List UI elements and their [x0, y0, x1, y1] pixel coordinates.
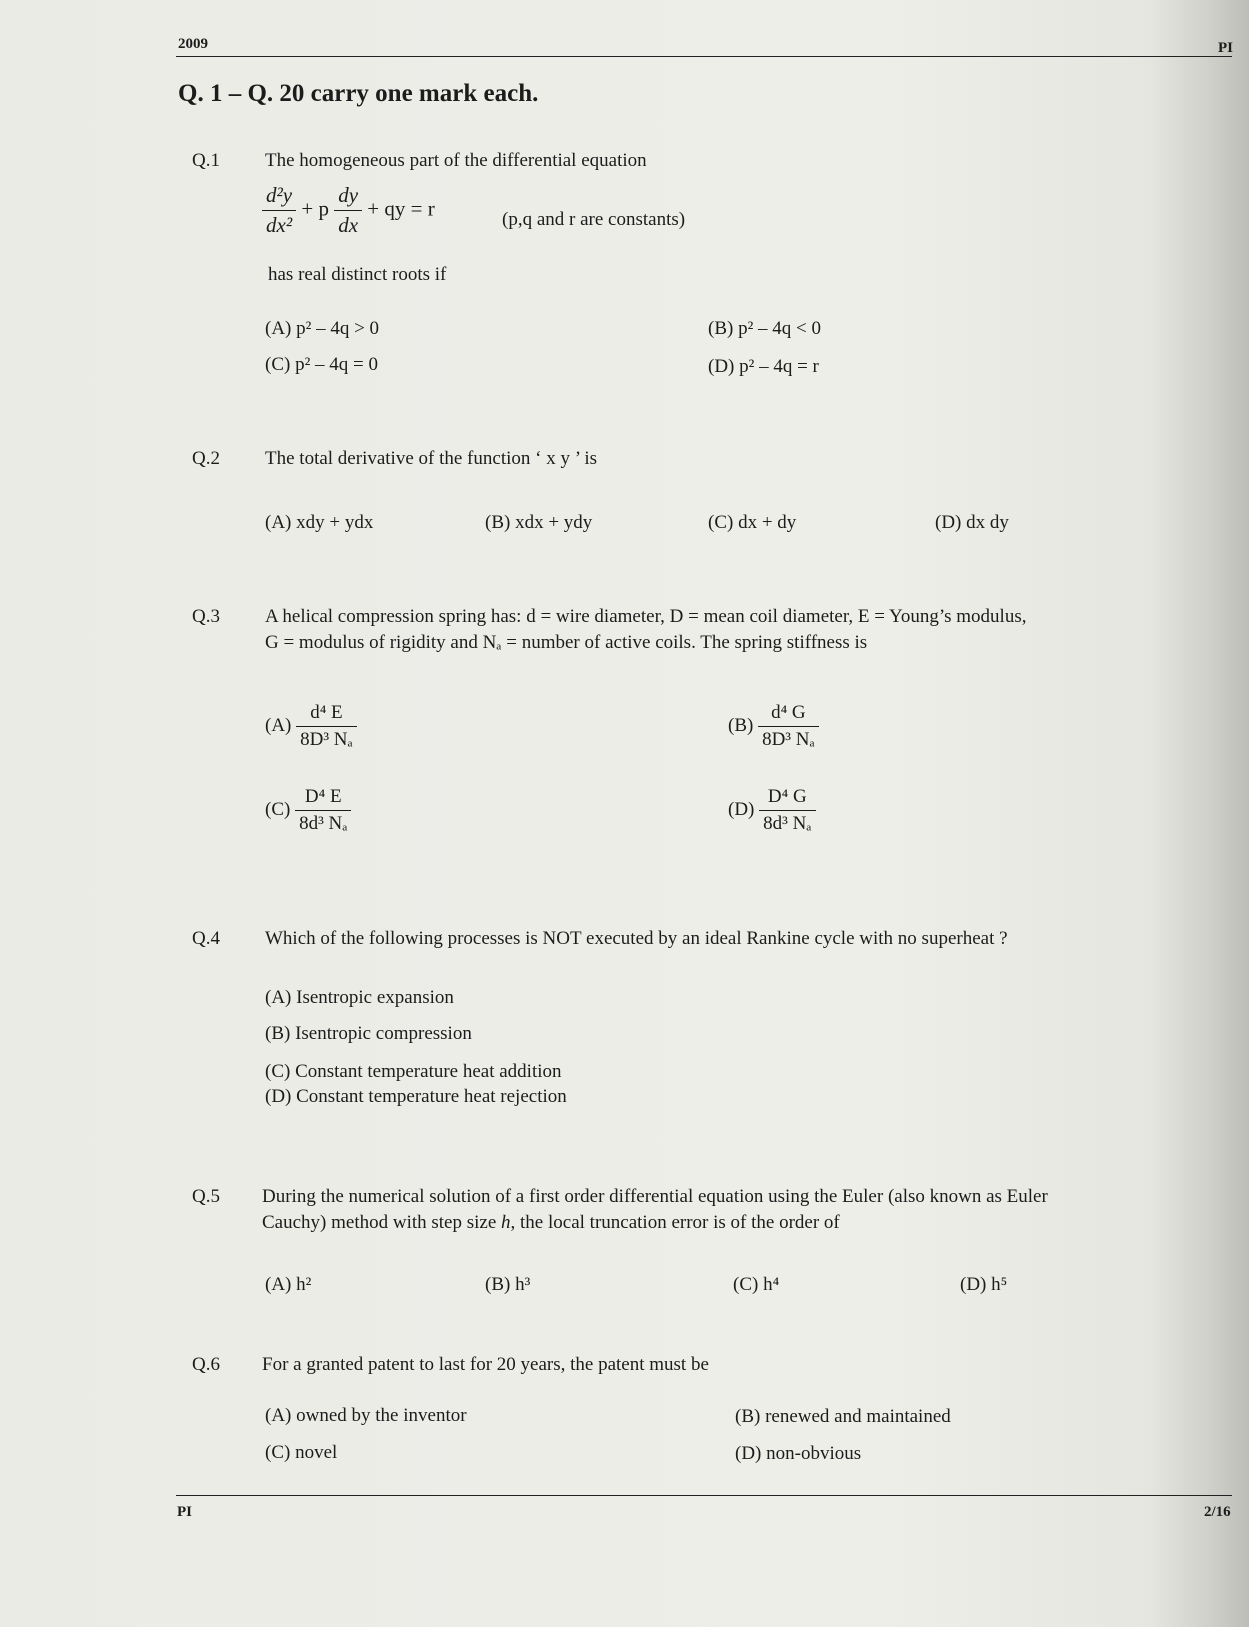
q4-option-b[interactable]: (B) Isentropic compression — [265, 1023, 472, 1044]
q1-text: The homogeneous part of the differential equation — [265, 150, 647, 171]
q4-option-a[interactable]: (A) Isentropic expansion — [265, 987, 454, 1008]
q3-option-c-label: (C) — [265, 798, 291, 820]
q5-text2: Cauchy) method with step size h, the local truncation error is of the order of — [262, 1212, 840, 1233]
section-heading: Q. 1 – Q. 20 carry one mark each. — [178, 80, 539, 107]
q1-eq-fraction-dy: $\frac{dy}{dx}$ — [334, 183, 362, 238]
q1-equation-note: (p,q and r are constants) — [502, 209, 686, 230]
q1-eq-fraction-d2y: $\frac{\text{d²y}}{\text{dx²}}$ — [262, 183, 296, 238]
q5-text: During the numerical solution of a first order differential equation using the Euler (also known as Euler — [262, 1186, 1048, 1207]
q1-option-a[interactable]: (A) p² – 4q > 0 — [265, 318, 380, 339]
q6-option-b[interactable]: (B) renewed and maintained — [735, 1406, 951, 1427]
q3-option-b-label: (B) — [728, 714, 754, 736]
q3-text2: G = modulus of rigidity and Nₐ = number of active coils. The spring stiffness is — [265, 632, 868, 653]
q3-option-a[interactable] — [265, 702, 357, 751]
q2-option-a[interactable]: (A) xdy + ydx — [265, 512, 374, 533]
q2-option-d[interactable]: (D) dx dy — [935, 512, 1009, 533]
q5-number: Q.5 — [192, 1186, 220, 1207]
q6-number: Q.6 — [192, 1354, 220, 1375]
q1-text2: has real distinct roots if — [268, 264, 447, 285]
q3-text: A helical compression spring has: d = wire diameter, D = mean coil diameter, E = Young’s modulus, — [265, 606, 1027, 627]
q4-option-d[interactable]: (D) Constant temperature heat rejection — [265, 1086, 567, 1107]
q1-option-b[interactable]: (B) p² – 4q < 0 — [708, 318, 821, 339]
q5-option-d[interactable]: (D) h⁵ — [960, 1274, 1008, 1295]
q5-option-a[interactable]: (A) h² — [265, 1274, 312, 1295]
q1-option-c[interactable]: (C) p² – 4q = 0 — [265, 354, 378, 375]
q6-text: For a granted patent to last for 20 years, the patent must be — [262, 1354, 709, 1375]
footer-code: PI — [177, 1504, 192, 1520]
q3-option-d-fraction: $\frac{\text{D⁴ G}}{\text{8d³ Nₐ}}$ — [759, 786, 815, 835]
q6-option-d[interactable]: (D) non-obvious — [735, 1443, 862, 1464]
q5-option-b[interactable]: (B) h³ — [485, 1274, 531, 1295]
q1-equation — [262, 183, 435, 238]
q2-number: Q.2 — [192, 448, 220, 469]
q3-option-a-fraction: $\frac{\text{d⁴ E}}{\text{8D³ Nₐ}}$ — [296, 702, 357, 751]
q3-option-a-label: (A) — [265, 714, 292, 736]
q3-option-b[interactable] — [728, 702, 819, 751]
q3-option-b-fraction: $\frac{\text{d⁴ G}}{\text{8D³ Nₐ}}$ — [758, 702, 819, 751]
q2-text: The total derivative of the function ‘ x y ’ is — [265, 448, 598, 469]
q4-number: Q.4 — [192, 928, 220, 949]
q3-number: Q.3 — [192, 606, 220, 627]
q3-option-d-label: (D) — [728, 798, 755, 820]
header-code: PI — [1218, 40, 1233, 56]
q2-option-b[interactable]: (B) xdx + ydy — [485, 512, 593, 533]
q6-option-a[interactable]: (A) owned by the inventor — [265, 1405, 467, 1426]
q3-option-c[interactable] — [265, 786, 351, 835]
q1-eq-rest: + qy = r — [367, 196, 435, 221]
q1-option-d[interactable]: (D) p² – 4q = r — [708, 356, 819, 377]
q1-number: Q.1 — [192, 150, 220, 171]
q4-text: Which of the following processes is NOT executed by an ideal Rankine cycle with no superheat ? — [265, 928, 1008, 949]
header-year: 2009 — [178, 36, 208, 52]
footer-rule — [176, 1495, 1232, 1496]
q4-option-c[interactable]: (C) Constant temperature heat addition — [265, 1061, 562, 1082]
q2-option-c[interactable]: (C) dx + dy — [708, 512, 797, 533]
q5-option-c[interactable]: (C) h⁴ — [733, 1274, 780, 1295]
footer-page-number: 2/16 — [1204, 1504, 1231, 1520]
q3-option-d[interactable] — [728, 786, 816, 835]
q3-option-c-fraction: $\frac{\text{D⁴ E}}{\text{8d³ Nₐ}}$ — [295, 786, 351, 835]
q6-option-c[interactable]: (C) novel — [265, 1442, 338, 1463]
q1-eq-plus-p: + p — [301, 196, 329, 221]
header-rule — [176, 56, 1232, 57]
